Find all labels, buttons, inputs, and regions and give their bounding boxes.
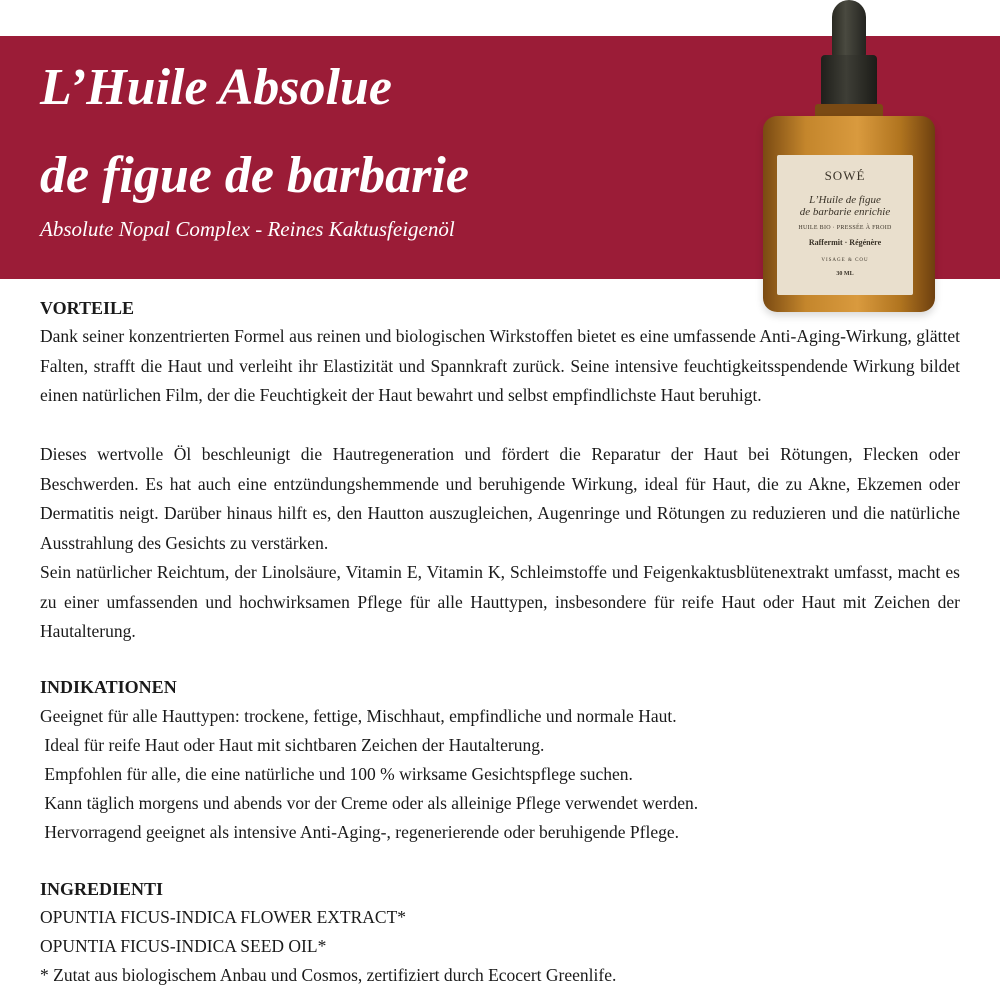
- page-title-line-2: de figue de barbarie: [40, 147, 469, 204]
- bottle-label: [777, 155, 913, 295]
- label-brand: SOWÉ: [824, 168, 866, 183]
- label-name-line-1: L’Huile de figue: [809, 194, 881, 206]
- ingredient-footnote: * Zutat aus biologischem Anbau und Cosmos, zertifiziert durch Ecocert Greenlife.: [40, 965, 617, 985]
- indikationen-item: Ideal für reife Haut oder Haut mit sichtbaren Zeichen der Hautalterung.: [40, 735, 545, 755]
- ingredienti-heading: INGREDIENTI: [40, 879, 164, 899]
- dropper-collar: [821, 55, 877, 107]
- indikationen-item: Hervorragend geeignet als intensive Anti-Aging-, regenerierende oder beruhigende Pflege.: [40, 822, 679, 842]
- indikationen-heading: INDIKATIONEN: [40, 677, 177, 697]
- label-use: VISAGE & COU: [821, 258, 869, 263]
- dropper-bulb: [832, 0, 866, 58]
- indikationen-item: Empfohlen für alle, die eine natürliche und 100 % wirksame Gesichtspflege suchen.: [40, 764, 633, 784]
- ingredient-item: OPUNTIA FICUS-INDICA FLOWER EXTRACT*: [40, 907, 407, 927]
- label-volume: 30 ML: [836, 271, 854, 277]
- page-title-line-1: L’Huile Absolue: [40, 59, 392, 116]
- label-bio: HUILE BIO · PRESSÉE À FROID: [798, 225, 892, 231]
- product-bottle-image: [755, 0, 945, 320]
- vorteile-heading: VORTEILE: [40, 298, 135, 318]
- indikationen-item: Kann täglich morgens und abends vor der Creme oder als alleinige Pflege verwendet werden.: [40, 793, 699, 813]
- page-subtitle: Absolute Nopal Complex - Reines Kaktusfeigenöl: [40, 217, 455, 241]
- vorteile-paragraph: Sein natürlicher Reichtum, der Linolsäure, Vitamin E, Vitamin K, Schleimstoffe und Feigenkaktusblütenextrakt umfasst, macht es zu einer umfassenden und hochwirksamen Pflege für alle Hauttypen, insbesondere für reife Haut oder Haut mit Zeichen der Hautalterung.: [40, 562, 960, 641]
- label-claim: Raffermit · Régénère: [808, 238, 882, 247]
- vorteile-paragraph: Dieses wertvolle Öl beschleunigt die Hautregeneration und fördert die Reparatur der Haut bei Rötungen, Flecken oder Beschwerden. Es hat auch eine entzündungshemmende und beruhigende Wirkung, ideal für Haut, die zu Akne, Ekzemen oder Dermatitis neigt. Darüber hinaus hilft es, den Hautton auszugleichen, Augenringe und Rötungen zu reduzieren und die natürliche Ausstrahlung des Gesichts zu verstärken.: [40, 444, 960, 553]
- ingredient-item: OPUNTIA FICUS-INDICA SEED OIL*: [40, 936, 327, 956]
- label-name-line-2: de barbarie enrichie: [799, 206, 891, 218]
- label-product-name: [777, 194, 913, 218]
- vorteile-paragraph: Dank seiner konzentrierten Formel aus reinen und biologischen Wirkstoffen bietet es eine umfassende Anti-Aging-Wirkung, glättet Falten, strafft die Haut und verleiht ihr Elastizität und Spannkraft zurück. Seine intensive feuchtigkeitsspendende Wirkung bildet einen natürlichen Film, der die Feuchtigkeit der Haut bewahrt und selbst empfindlichste Haut beruhigt.: [40, 326, 960, 405]
- indikationen-item: Geeignet für alle Hauttypen: trockene, fettige, Mischhaut, empfindliche und normale Haut.: [40, 706, 677, 726]
